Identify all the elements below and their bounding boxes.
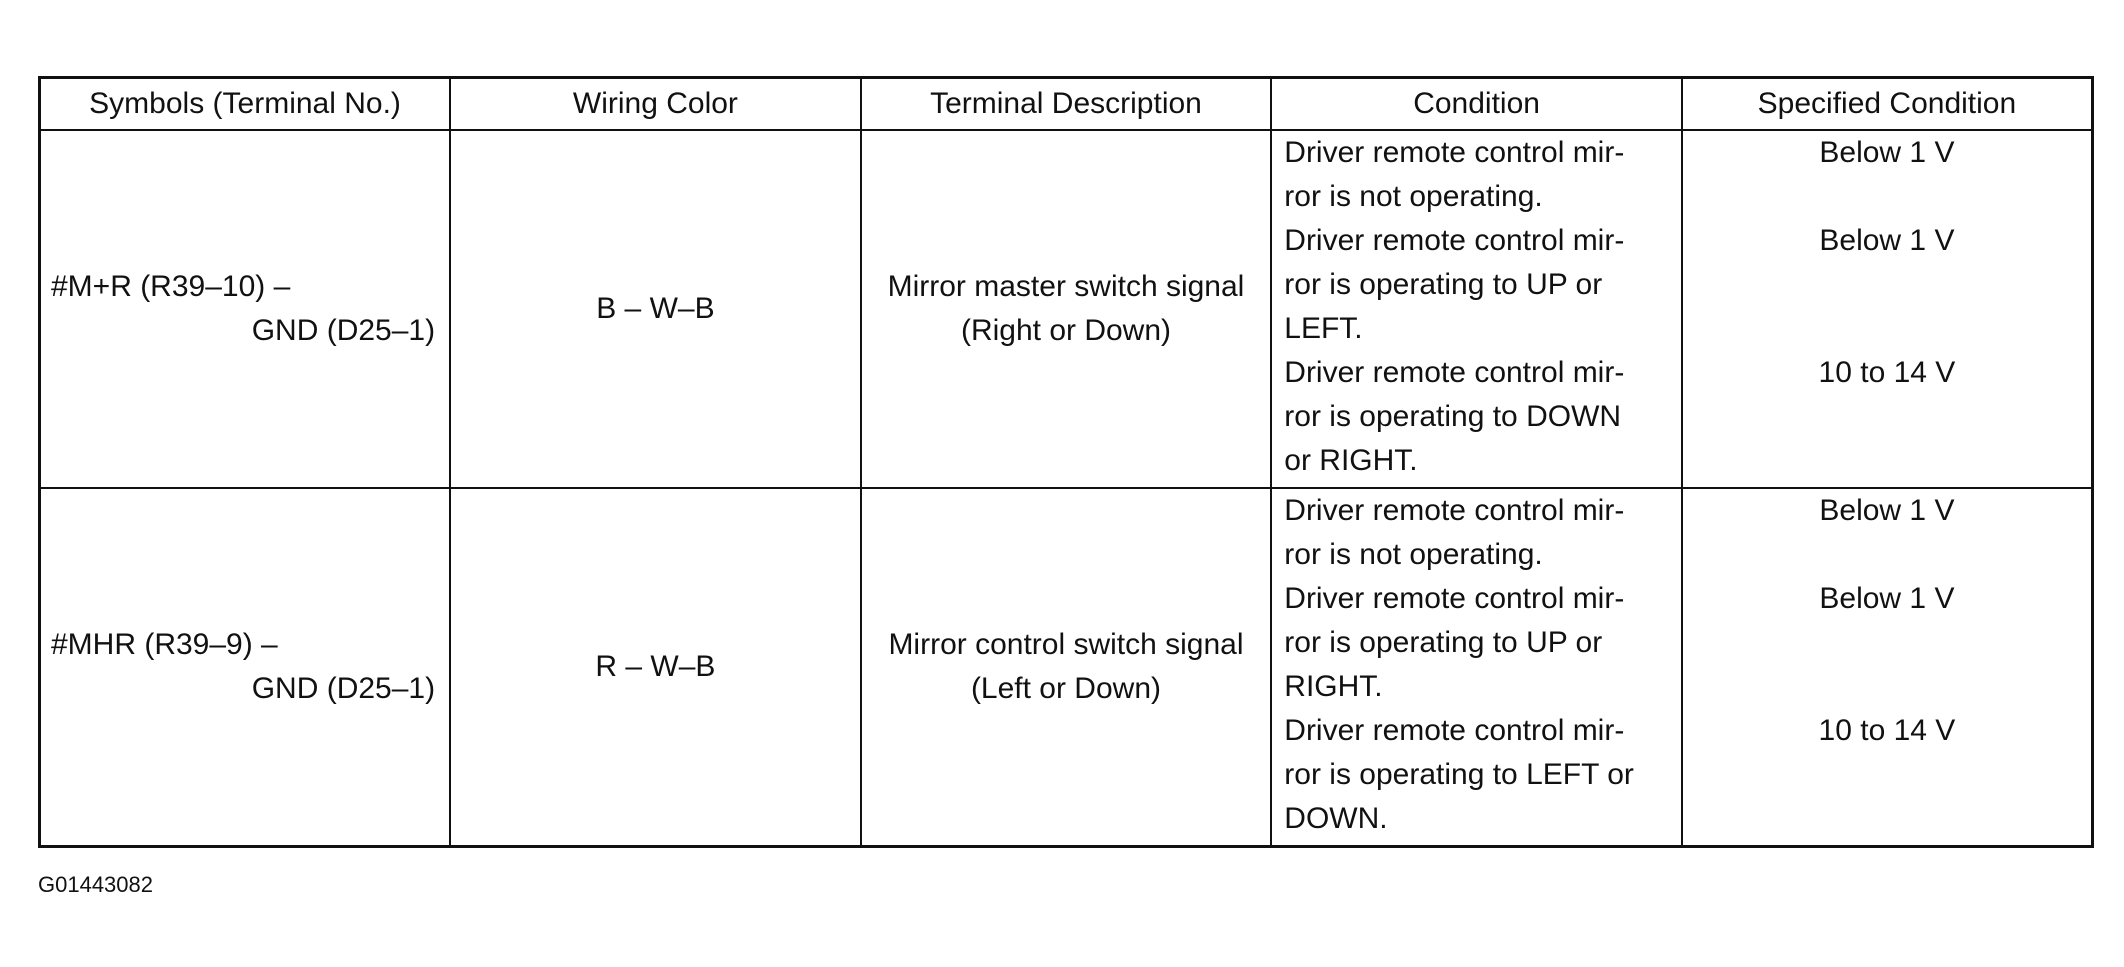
terminal-description-cell bbox=[861, 488, 1272, 846]
wiring-color-cell: B – W–B bbox=[450, 130, 861, 488]
condition-text: Driver remote control mir- ror is operating to LEFT or DOWN. bbox=[1284, 714, 1634, 835]
symbol-terminal: #M+R (R39–10) – bbox=[51, 270, 291, 303]
symbol-terminal: #MHR (R39–9) – bbox=[51, 627, 278, 661]
table-row bbox=[40, 130, 2093, 488]
header-terminal-description: Terminal Description bbox=[861, 78, 1272, 131]
header-condition: Condition bbox=[1271, 78, 1682, 131]
header-specified-condition: Specified Condition bbox=[1682, 78, 2093, 131]
symbol-ground: GND (D25–1) bbox=[251, 671, 436, 705]
wiring-color-cell: R – W–B bbox=[450, 488, 861, 846]
specified-value: 10 to 14 V bbox=[1818, 714, 1956, 747]
condition-cell bbox=[1271, 130, 1682, 488]
figure-id: G01443082 bbox=[38, 872, 153, 897]
terminal-spec-table bbox=[38, 76, 2094, 848]
specified-condition-cell bbox=[1682, 488, 2093, 846]
description-line: (Left or Down) bbox=[970, 671, 1162, 705]
condition-cell bbox=[1271, 488, 1682, 846]
header-symbols: Symbols (Terminal No.) bbox=[40, 78, 451, 131]
description-line: (Right or Down) bbox=[960, 314, 1172, 347]
specified-value: Below 1 V bbox=[1819, 224, 1955, 257]
condition-text: Driver remote control mir- ror is operating to DOWN or RIGHT. bbox=[1284, 356, 1625, 477]
condition-text: Driver remote control mir- ror is operating to UP or LEFT. bbox=[1284, 224, 1625, 345]
symbol-cell bbox=[40, 488, 451, 846]
description-line: Mirror control switch signal bbox=[888, 627, 1244, 661]
specified-value: Below 1 V bbox=[1819, 582, 1955, 615]
table-header-row bbox=[40, 78, 2093, 131]
specified-condition-cell bbox=[1682, 130, 2093, 488]
table-row bbox=[40, 488, 2093, 846]
description-line: Mirror master switch signal bbox=[887, 270, 1245, 303]
terminal-description-cell bbox=[861, 130, 1272, 488]
specified-value: Below 1 V bbox=[1819, 494, 1955, 527]
symbol-cell bbox=[40, 130, 451, 488]
condition-text: Driver remote control mir- ror is not operating. bbox=[1284, 494, 1625, 571]
header-wiring-color: Wiring Color bbox=[450, 78, 861, 131]
specified-value: 10 to 14 V bbox=[1818, 356, 1956, 389]
condition-text: Driver remote control mir- ror is operating to UP or RIGHT. bbox=[1284, 582, 1625, 703]
symbol-ground: GND (D25–1) bbox=[251, 314, 436, 347]
specified-value: Below 1 V bbox=[1819, 136, 1955, 169]
condition-text: Driver remote control mir- ror is not operating. bbox=[1284, 136, 1625, 213]
